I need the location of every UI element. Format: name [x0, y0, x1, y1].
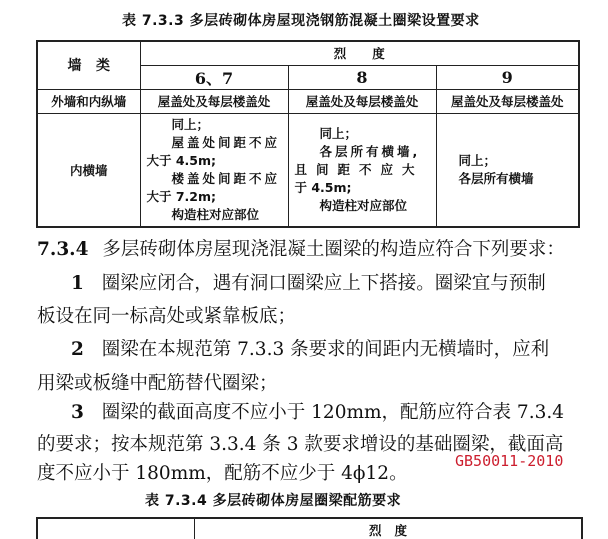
row-inner-cross-wall-label: 内横墙: [37, 113, 140, 227]
cell-line: 屋盖处间距不应: [171, 134, 281, 150]
clause-intro: 多层砖砌体房屋现浇混凝土圈梁的构造应符合下列要求：: [102, 239, 565, 260]
cell-line: 楼盖处间距不应: [171, 170, 281, 186]
header-level-9: 9: [436, 65, 579, 89]
cell-line: 大于 7.2m;: [146, 188, 217, 204]
header-intensity: 烈 度: [195, 518, 583, 539]
item-number: 1: [71, 273, 84, 294]
header-level-6-7: 6、7: [140, 65, 288, 89]
row-outer-wall-6-7: 屋盖处及每层楼盖处: [140, 89, 288, 113]
table-7-3-4: [36, 517, 583, 539]
table-7-3-3: [36, 40, 580, 228]
item-1-line-1: [37, 269, 582, 295]
clause-heading: [37, 235, 582, 261]
row-inner-cross-wall-8: [288, 113, 436, 227]
row-inner-cross-wall-6-7: [140, 113, 288, 227]
row-inner-cross-wall-9: [436, 113, 579, 227]
item-number: 3: [71, 402, 84, 423]
cell-line: 于 4.5m;: [294, 179, 352, 195]
cell-line: 同上；: [458, 152, 497, 168]
cell-line: 大于 4.5m;: [146, 152, 217, 168]
item-text: 圈梁的截面高度不应小于 120mm，配筋应符合表 7.3.4: [101, 402, 564, 423]
cell-line: 同上；: [319, 125, 358, 141]
cell-line: 构造柱对应部位: [319, 197, 408, 213]
item-1-line-2: 板设在同一标高处或紧靠板底；: [37, 306, 297, 327]
header-level-8: 8: [288, 65, 436, 89]
item-2-line-1: [37, 335, 582, 361]
item-text: 圈梁在本规范第 7.3.3 条要求的间距内无横墙时，应利: [101, 339, 550, 360]
cell-line: 各层所有横墙,: [319, 143, 421, 159]
cell-line: 构造柱对应部位: [171, 206, 260, 222]
header-intensity: 烈 度: [140, 41, 579, 65]
item-3-line-2: 的要求；按本规范第 3.3.4 条 3 款要求增设的基础圈梁，截面高: [37, 434, 564, 455]
cell-line: 同上；: [171, 116, 210, 132]
row-outer-wall-label: 外墙和内纵墙: [37, 89, 140, 113]
cell-line: 且间距不应大: [294, 161, 424, 177]
row-outer-wall-9: 屋盖处及每层楼盖处: [436, 89, 579, 113]
item-3-line-1: [37, 398, 582, 424]
standard-code-watermark: GB50011-2010: [455, 452, 564, 470]
clause-number: 7.3.4: [37, 239, 89, 260]
row-outer-wall-8: 屋盖处及每层楼盖处: [288, 89, 436, 113]
item-number: 2: [71, 339, 84, 360]
table-7-3-3-caption: 表 7.3.3 多层砖砌体房屋现浇钢筋混凝土圈梁设置要求: [122, 13, 480, 29]
table-7-3-4-caption: 表 7.3.4 多层砖砌体房屋圈梁配筋要求: [145, 493, 402, 509]
item-3-line-3: 度不应小于 180mm，配筋不应少于 4ϕ12。: [37, 463, 408, 484]
header-wall-type: 墙 类: [37, 41, 140, 89]
cell-line: 各层所有横墙: [458, 170, 534, 186]
item-2-line-2: 用梁或板缝中配筋替代圈梁；: [37, 373, 278, 394]
item-text: 圈梁应闭合，遇有洞口圈梁应上下搭接。圈梁宜与预制: [101, 273, 546, 294]
header-blank-cell: [37, 518, 195, 539]
